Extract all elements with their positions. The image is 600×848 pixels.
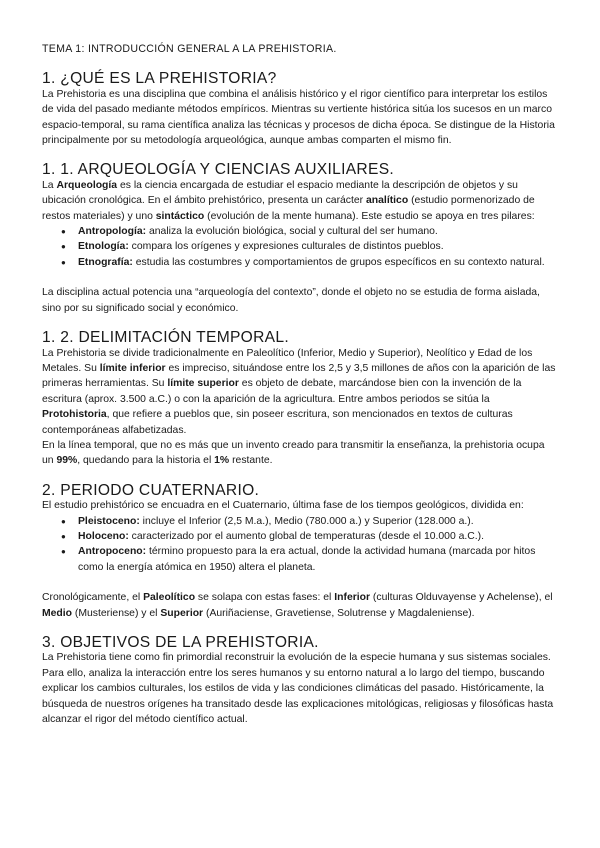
paragraph: La Prehistoria es una disciplina que combina el análisis histórico y el rigor científico para interpretar los estilos de vida del pasado mediante métodos empíricos. Mientras su vertiente histórica sitúa los sucesos en un marco espacio-temporal, su rama científica analiza las técnicas y procesos de dicha época. Se distingue de la Historia principalmente por su metodología arqueológica, aunque ambas comparten el mismo fin. (42, 88, 555, 147)
list-item: ● Antropoceno: término propuesto para la era actual, donde la actividad humana (marcada por hitos como la energía atómica en 1950) altera el planeta. (78, 544, 558, 575)
section-arqueologia (42, 162, 558, 316)
bullet-list (42, 224, 558, 270)
document-page (42, 42, 558, 741)
list-item: ● Antropología: analiza la evolución biológica, social y cultural del ser humano. (78, 224, 558, 239)
list-item: ● Holoceno: caracterizado por el aumento global de temperaturas (desde el 10.000 a.C.). (78, 529, 558, 544)
paragraph: La disciplina actual potencia una “arqueología del contexto”, donde el objeto no se estudia de forma aislada, sino por su significado social y económico. (42, 287, 540, 314)
paragraph: La Arqueología es la ciencia encargada de estudiar el espacio mediante la descripción de objetos y su ubicación cronológica. En el ámbito prehistórico, presenta un carácter analítico (estudio pormenorizado de restos materiales) y uno sintáctico (evolución de la mente humana). Este estudio se apoya en tres pilares: (42, 179, 535, 222)
section-heading: 1. 2. DELIMITACIÓN TEMPORAL. (42, 329, 289, 347)
section-heading: 3. OBJETIVOS DE LA PREHISTORIA. (42, 634, 319, 651)
paragraph: La Prehistoria se divide tradicionalmente en Paleolítico (Inferior, Medio y Superior), Neolítico y Edad de los Metales. Su límite inferior es impreciso, situándose entre los 2,5 y 3,5 millones de años con la aparición de las primeras herramientas. Su límite superior es objeto de debate, marcándose bien con la invención de la escritura (aprox. 3.500 a.C.) o con la aparición de la agricultura. Entre ambos periodos se sitúa la Protohistoria, que refiere a pueblos que, sin poseer escritura, son mencionados en textos de culturas contemporáneas alfabetizadas. (42, 347, 556, 436)
paragraph: La Prehistoria tiene como fin primordial reconstruir la evolución de la especie humana y sus sistemas sociales. Para ello, analiza la interacción entre los seres humanos y su entorno natural a lo largo del tiempo, buscando explicar los cambios culturales, los estilos de vida y las condiciones climáticas del pasado. Históricamente, la búsqueda de nuestros orígenes ha transitado desde las explicaciones mitológicas, religiosas y filosóficas hasta alcanzar el rigor del método científico actual. (42, 652, 554, 726)
paragraph: El estudio prehistórico se encuadra en el Cuaternario, última fase de los tiempos geológicos, dividida en: (42, 500, 524, 512)
list-item: ● Etnografía: estudia las costumbres y comportamientos de grupos específicos en su contexto natural. (78, 255, 558, 270)
bullet-list (42, 514, 558, 576)
section-heading: 1. 1. ARQUEOLOGÍA Y CIENCIAS AUXILIARES. (42, 161, 395, 179)
section-cuaternario (42, 483, 558, 621)
document-title: TEMA 1: INTRODUCCIÓN GENERAL A LA PREHISTORIA. (42, 43, 337, 55)
paragraph: Cronológicamente, el Paleolítico se solapa con estas fases: el Inferior (culturas Olduvayense y Achelense), el Medio (Musteriense) y el Superior (Auriñaciense, Gravetiense, Solutrense y Magdaleniense). (42, 592, 553, 619)
paragraph: En la línea temporal, que no es más que un invento creado para transmitir la enseñanza, la prehistoria ocupa un 99%, quedando para la historia el 1% restante. (42, 439, 545, 467)
section-heading: 2. PERIODO CUATERNARIO. (42, 481, 260, 499)
section-objetivos (42, 635, 558, 727)
list-item: ● Etnología: compara los orígenes y expresiones culturales de distintos pueblos. (78, 239, 558, 254)
section-delimitacion (42, 330, 558, 469)
section-heading: 1. ¿QUÉ ES LA PREHISTORIA? (42, 70, 277, 88)
section-que-es (42, 71, 558, 148)
list-item: ● Pleistoceno: incluye el Inferior (2,5 M.a.), Medio (780.000 a.) y Superior (128.000 a.). (78, 514, 558, 529)
